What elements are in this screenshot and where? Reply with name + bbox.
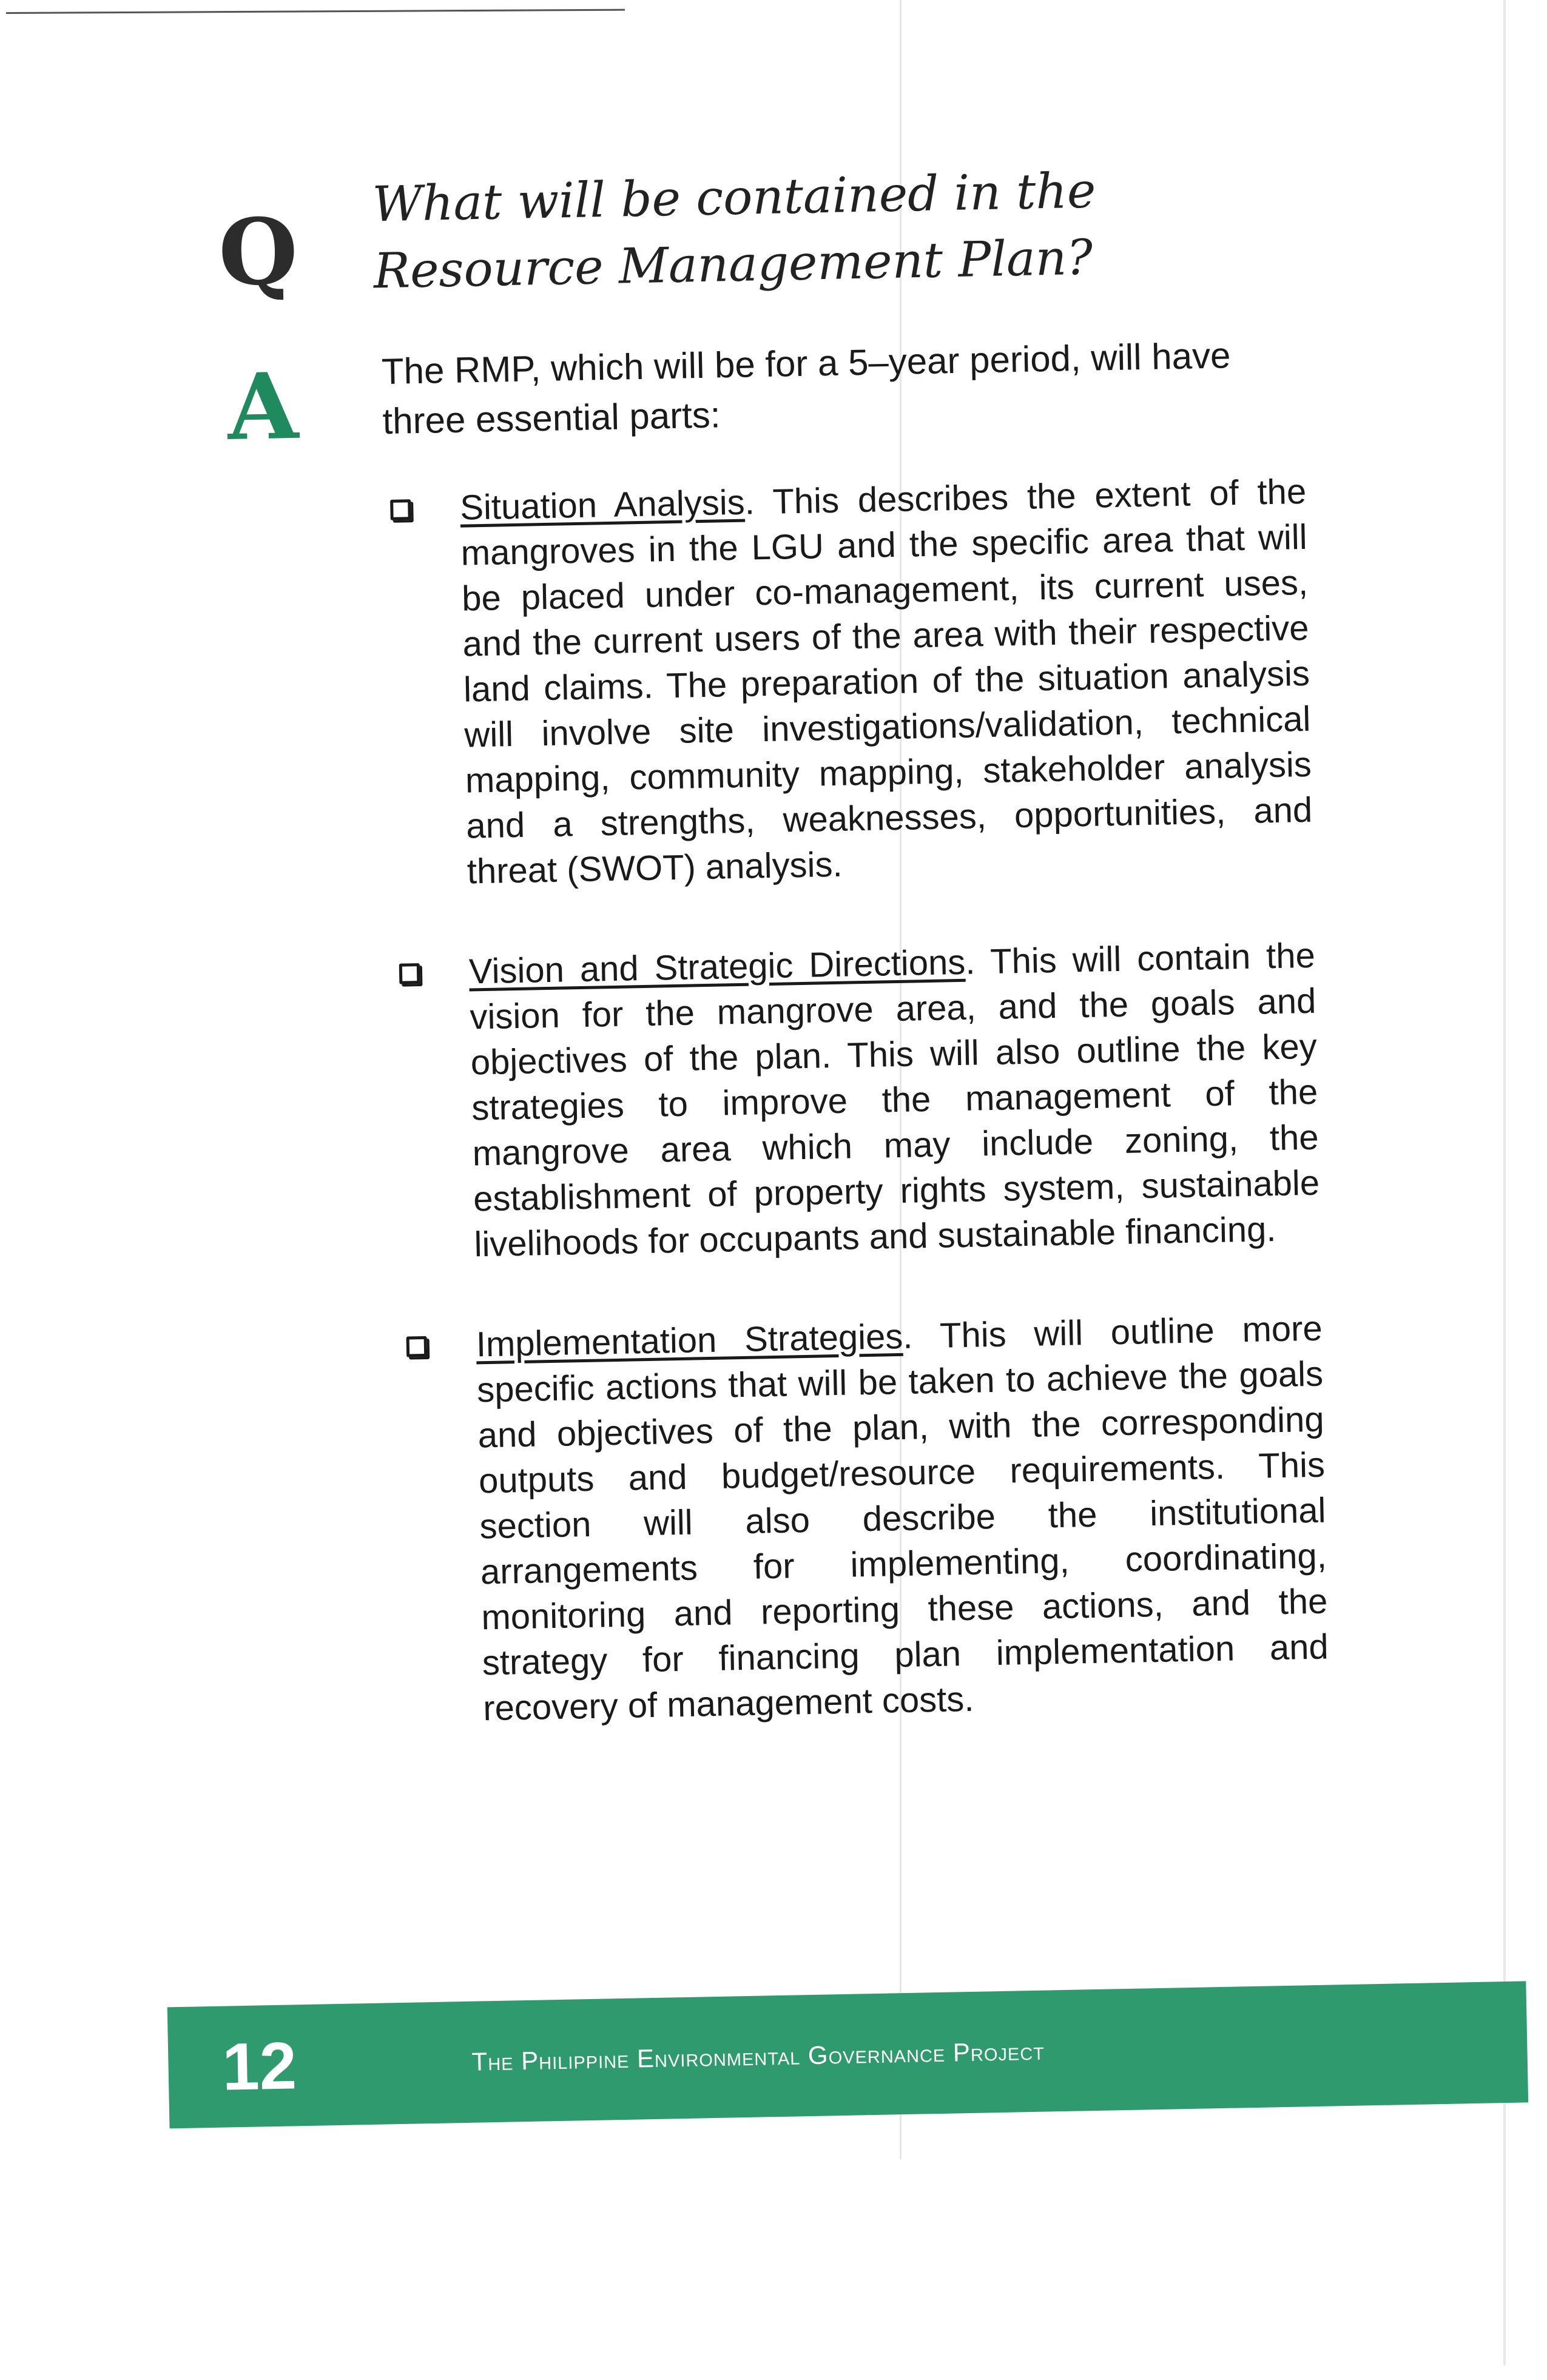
checkbox-bullet-icon: [390, 499, 411, 520]
checkbox-bullet-icon: [406, 1336, 428, 1357]
answer-intro: The RMP, which will be for a 5–year period, will have three essential parts:: [381, 335, 1231, 442]
checkbox-bullet-icon: [399, 963, 420, 984]
question-marker: Q: [217, 198, 299, 307]
page-number: 12: [221, 2028, 297, 2105]
answer-list: [384, 469, 1331, 1787]
footer-title: The Philippine Environmental Governance Project: [471, 2036, 1045, 2076]
item-heading: Implementation Strategies: [476, 1316, 903, 1365]
item-heading: Vision and Strategic Directions: [468, 942, 966, 992]
item-body: . This will contain the vision for the mangrove area, and the goals and objectives of the plan. This will also outline the key strategies to improve the management of the mangrove area which may include zoning, the establishment of property rights system, sustainable livelihoods for occupants and sustainable financing.: [469, 935, 1320, 1265]
question-heading: What will be contained in the Resource Management Plan?: [371, 162, 1097, 300]
list-item: [393, 933, 1321, 1269]
item-body: . This describes the extent of the mangroves in the LGU and the specific area that will be placed under co-management, its current uses, and the current users of the area with their respective land claims. The preparation of the situation analysis will involve site investigations/validation, technical mapping, community mapping, stakeholder analysis and a strengths, weaknesses, opportunities, and threat (SWOT) analysis.: [460, 471, 1313, 892]
item-heading: Situation Analysis: [459, 482, 746, 528]
item-body: . This will outline more specific actions that will be taken to achieve the goals and objectives of the plan, with the corresponding outputs and budget/resource requirements. This section will also describe the institutional arrangements for implementing, coordinating, monitoring and reporting these actions, and the strategy for financing plan implementation and recovery of management costs.: [476, 1308, 1329, 1729]
answer-marker: A: [226, 352, 300, 461]
list-item: [384, 469, 1314, 896]
list-item: [400, 1306, 1330, 1733]
